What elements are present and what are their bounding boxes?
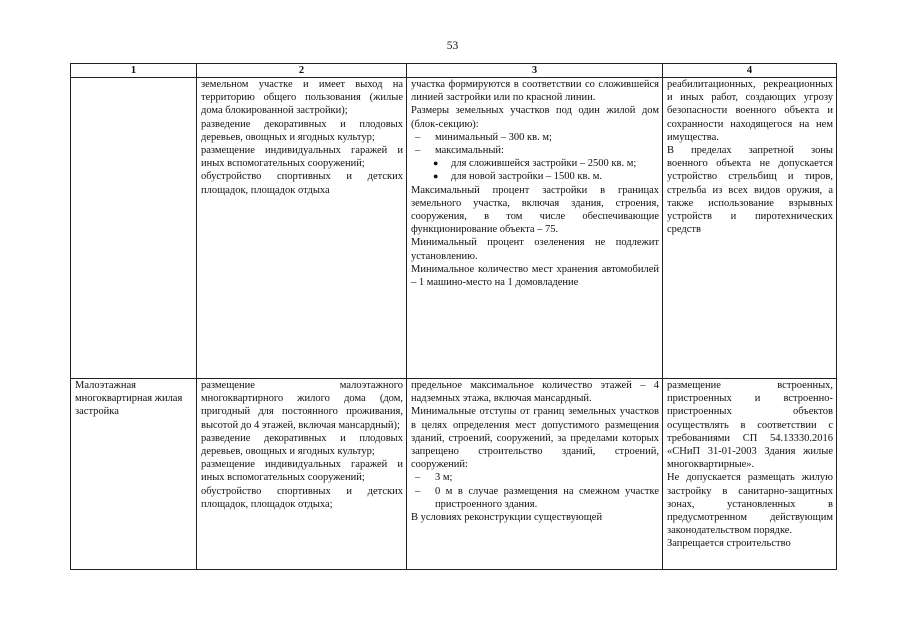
table-row [71,379,837,570]
restriction-text: Запрещается строительство [667,538,791,550]
parameter-text: Минимальный процент озеленения не подлежит установлению. [411,237,659,262]
parameters-cell [407,78,663,379]
dash-list-item: – максимальный: [415,145,504,157]
parameter-text: участка формируются в соответствии со сложившейся линией застройки или по красной линии. [411,79,659,104]
permitted-use-item: разведение декоративных и плодовых деревьев, овощных и ягодных культур; [201,118,403,143]
bullet-list-item: ● для новой застройки – 1500 кв. м. [433,171,603,183]
permitted-uses-cell [197,78,407,379]
restrictions-cell [663,379,837,570]
dash-list-item: – 3 м; [415,472,453,484]
header-cell: 1 [71,64,197,78]
permitted-use-item: земельном участке и имеет выход на территорию общего пользования (жилые дома блокированной застройки); [201,79,403,117]
parameter-text: В условиях реконструкции существующей [411,512,603,524]
restriction-text: реабилитационных, рекреационных и иных работ, создающих угрозу безопасности военного объекта и сохранности находящегося на нем имущества. [667,79,833,143]
parameter-text: предельное максимальное количество этажей – 4 надземных этажа, включая мансардный. [411,380,659,405]
use-type-cell [71,379,197,570]
header-cell: 4 [663,64,837,78]
permitted-use-item: размещение индивидуальных гаражей и иных вспомогательных сооружений; [201,145,403,170]
bullet-list-item: ● для сложившейся застройки – 2500 кв. м; [433,158,637,170]
parameters-cell [407,379,663,570]
permitted-use-item: обустройство спортивных и детских площадок, площадок отдыха [201,171,403,196]
parameter-text: Минимальное количество мест хранения автомобилей – 1 машино-место на 1 домовладение [411,263,659,289]
restriction-text: Не допускается размещать жилую застройку в санитарно-защитных зонах, установленных в предусмотренном действующим законодательством порядке. [667,472,833,537]
permitted-use-item: размещение малоэтажного многоквартирного жилого дома (дом, пригодный для постоянного проживания, высотой до 4 этажей, включая мансардный); [201,380,403,431]
restriction-text: В пределах запретной зоны военного объекта не допускается устройство стрельбищ и тиров, стрельба из всех видов оружия, а также использование взрывных устройств и пиротехнических средств [667,145,833,236]
regulations-table [70,63,837,570]
header-cell: 2 [197,64,407,78]
header-cell: 3 [407,64,663,78]
table-row [71,78,837,379]
table-header-row [71,64,837,78]
page-number: 53 [446,40,459,52]
permitted-use-item: обустройство спортивных и детских площадок, площадок отдыха; [201,485,403,510]
permitted-uses-cell [197,379,407,570]
use-type-name: Малоэтажная многоквартирная жилая застройка [75,380,183,418]
restriction-text: размещение встроенных, пристроенных и встроенно-пристроенных объектов осуществлять в соответствии с требованиями СП 54.13330.2016 «СНиП 31-01-2003 Здания жилые многоквартирные». [667,380,833,471]
permitted-use-item: разведение декоративных и плодовых деревьев, овощных и ягодных культур; [201,432,403,458]
permitted-use-item: размещение индивидуальных гаражей и иных вспомогательных сооружений; [201,459,403,484]
bullet-icon: ● [433,171,439,182]
parameter-text: Максимальный процент застройки в границах земельного участка, включая здания, строения, сооружения, в том числе обеспечивающие функционирование объекта – 75. [411,184,659,236]
use-type-cell [71,78,197,379]
dash-list-item: – 0 м в случае размещения на смежном участке пристроенного здания. [415,485,659,510]
dash-list-item: – минимальный – 300 кв. м; [415,131,552,143]
parameter-text: Размеры земельных участков под один жилой дом (блок-секцию): [411,105,659,130]
parameter-text: Минимальные отступы от границ земельных участков в целях определения мест допустимого размещения зданий, строений, сооружений, за пределами которых запрещено строительство зданий, строений, сооружений: [411,406,659,471]
restrictions-cell [663,78,837,379]
bullet-icon: ● [433,158,439,169]
